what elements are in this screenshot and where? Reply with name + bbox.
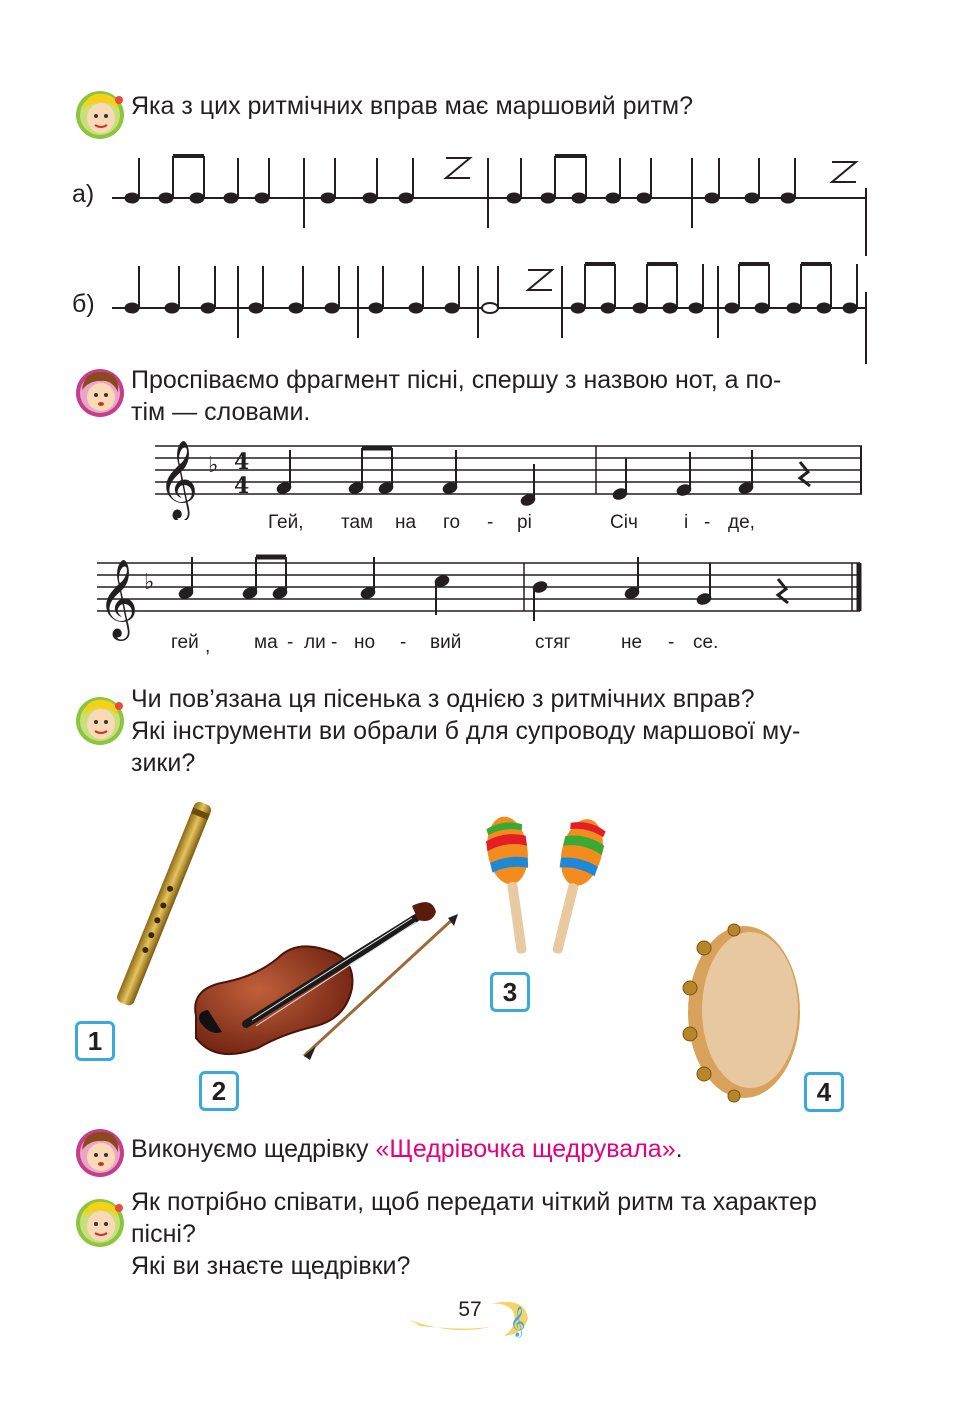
lyric: Січ (610, 512, 638, 533)
violin-icon (186, 888, 466, 1072)
task-3-text: Чи пов’язана ця пісенька з однією з ритмічних вправ? Які інструменти ви обрали б для супроводу маршової му- зики? (131, 685, 801, 777)
page-number: 57 (458, 1298, 482, 1321)
lyric: , (205, 636, 211, 657)
instrument-number-1: 1 (75, 1021, 115, 1061)
maracas-icon (482, 808, 622, 976)
lyric: ли (304, 632, 326, 653)
lyric: стяг (535, 632, 571, 653)
lyric: - (287, 632, 294, 653)
lyric: но (354, 632, 376, 653)
instrument-number-4: 4 (804, 1072, 844, 1112)
task-1-text: Яка з цих ритмічних вправ має маршовий ритм? (131, 92, 693, 120)
lyric: на (395, 512, 417, 533)
lyric: ма (254, 632, 278, 653)
rhythm-label-b: б) (72, 290, 95, 318)
blond-boy-avatar-icon (74, 694, 126, 746)
task-4-text: Виконуємо щедрівку «Щедрівочка щедрувала». (131, 1135, 683, 1163)
lyric: - (400, 632, 407, 653)
rhythm-label-a: а) (72, 180, 95, 208)
svg-text:♭: ♭ (208, 453, 219, 478)
lyric: се. (693, 632, 719, 653)
lyric: і (684, 512, 689, 533)
blond-boy-avatar-icon (74, 88, 126, 140)
music-staff-1 (150, 420, 870, 520)
brown-hair-boy-avatar-icon (74, 1126, 126, 1178)
brown-hair-boy-avatar-icon (74, 366, 126, 418)
task-5-text: Як потрібно співати, щоб передати чіткий ритм та характер пісні? Які ви знаєте щедрівки? (131, 1188, 817, 1280)
lyric: - (704, 512, 711, 533)
lyric: - (487, 512, 494, 533)
treble-clef-icon: 𝄞 (510, 1307, 526, 1337)
music-staff-2 (92, 545, 872, 645)
lyric: Гей, (268, 512, 304, 533)
blond-boy-avatar-icon (74, 1196, 126, 1248)
rhythm-exercises (0, 140, 963, 380)
lyric: не (621, 632, 643, 653)
lyric: рі (517, 512, 532, 533)
lyric: го (443, 512, 461, 533)
song-title: «Щедрівочка щедрувала» (375, 1135, 676, 1163)
svg-text:4: 4 (234, 449, 250, 475)
treble-clef-icon: 𝄞 (98, 559, 139, 638)
task-2-text: Проспіваємо фрагмент пісні, спершу з назвою нот, а по- тім — словами. (131, 366, 782, 426)
lyric: - (668, 632, 675, 653)
lyric: вий (430, 632, 462, 653)
lyric: де, (728, 512, 755, 533)
lyric: - (331, 632, 338, 653)
instrument-number-2: 2 (199, 1071, 239, 1111)
treble-clef-icon: 𝄞 (158, 440, 199, 519)
instrument-number-3: 3 (490, 972, 530, 1012)
svg-text:♭: ♭ (144, 570, 155, 595)
lyric: там (341, 512, 374, 533)
lyric: гей (171, 632, 199, 653)
svg-text:4: 4 (234, 473, 250, 499)
tambourine-icon (676, 918, 808, 1108)
